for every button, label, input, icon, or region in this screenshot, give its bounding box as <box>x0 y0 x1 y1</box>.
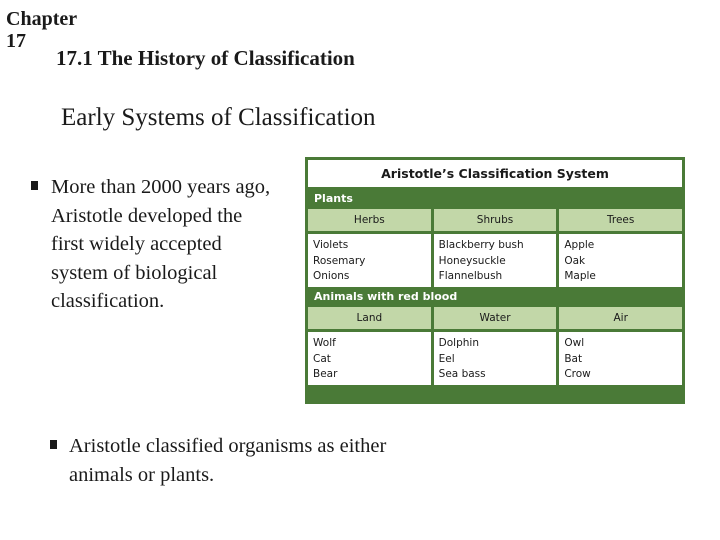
classification-table <box>305 157 685 404</box>
section-title: 17.1 The History of Classification <box>56 46 355 70</box>
organism-name: Crow <box>564 368 591 380</box>
group-header-animals: Animals with red blood <box>314 290 458 303</box>
column-header: Water <box>434 307 557 329</box>
column-header: Air <box>559 307 682 329</box>
bullet-item <box>50 432 400 489</box>
organism-name: Violets <box>313 239 349 251</box>
organism-name: Flannelbush <box>438 270 503 282</box>
organism-name: Blackberry bush <box>438 239 524 251</box>
table-cell <box>308 234 431 287</box>
organism-name: Maple <box>564 270 596 282</box>
square-bullet-icon <box>50 440 57 449</box>
table-cell <box>308 332 431 385</box>
organism-name: Owl <box>564 337 585 349</box>
organism-name: Bat <box>564 352 583 365</box>
slide-subtitle: Early Systems of Classification <box>61 104 376 131</box>
column-header: Shrubs <box>434 209 557 231</box>
table-cell <box>559 332 682 385</box>
organism-name: Sea bass <box>438 368 486 380</box>
organism-name: Bear <box>313 368 338 380</box>
table-cell <box>559 234 682 287</box>
table-cell <box>434 234 557 287</box>
bullet-text: More than 2000 years ago, Aristotle developed the first widely accepted system of biological classification. <box>51 176 271 312</box>
organism-name: Eel <box>438 352 455 365</box>
organism-name: Oak <box>564 254 586 267</box>
group-header-plants: Plants <box>314 192 353 205</box>
chapter-number: 17 <box>6 30 26 52</box>
chapter-word: Chapter <box>6 8 78 30</box>
organism-name: Cat <box>313 352 331 365</box>
table-title: Aristotle’s Classification System <box>308 160 682 187</box>
column-header: Trees <box>559 209 682 231</box>
organism-name: Honeysuckle <box>438 254 506 267</box>
organism-name: Rosemary <box>313 254 366 267</box>
square-bullet-icon <box>31 181 38 190</box>
bullet-text: Aristotle classified organisms as either animals or plants. <box>69 435 387 486</box>
column-header: Herbs <box>308 209 431 231</box>
column-header: Land <box>308 307 431 329</box>
organism-name: Onions <box>313 270 350 282</box>
bullet-item <box>31 173 276 316</box>
organism-name: Apple <box>564 239 595 251</box>
organism-name: Wolf <box>313 337 336 349</box>
table-cell <box>434 332 557 385</box>
organism-name: Dolphin <box>438 337 479 349</box>
